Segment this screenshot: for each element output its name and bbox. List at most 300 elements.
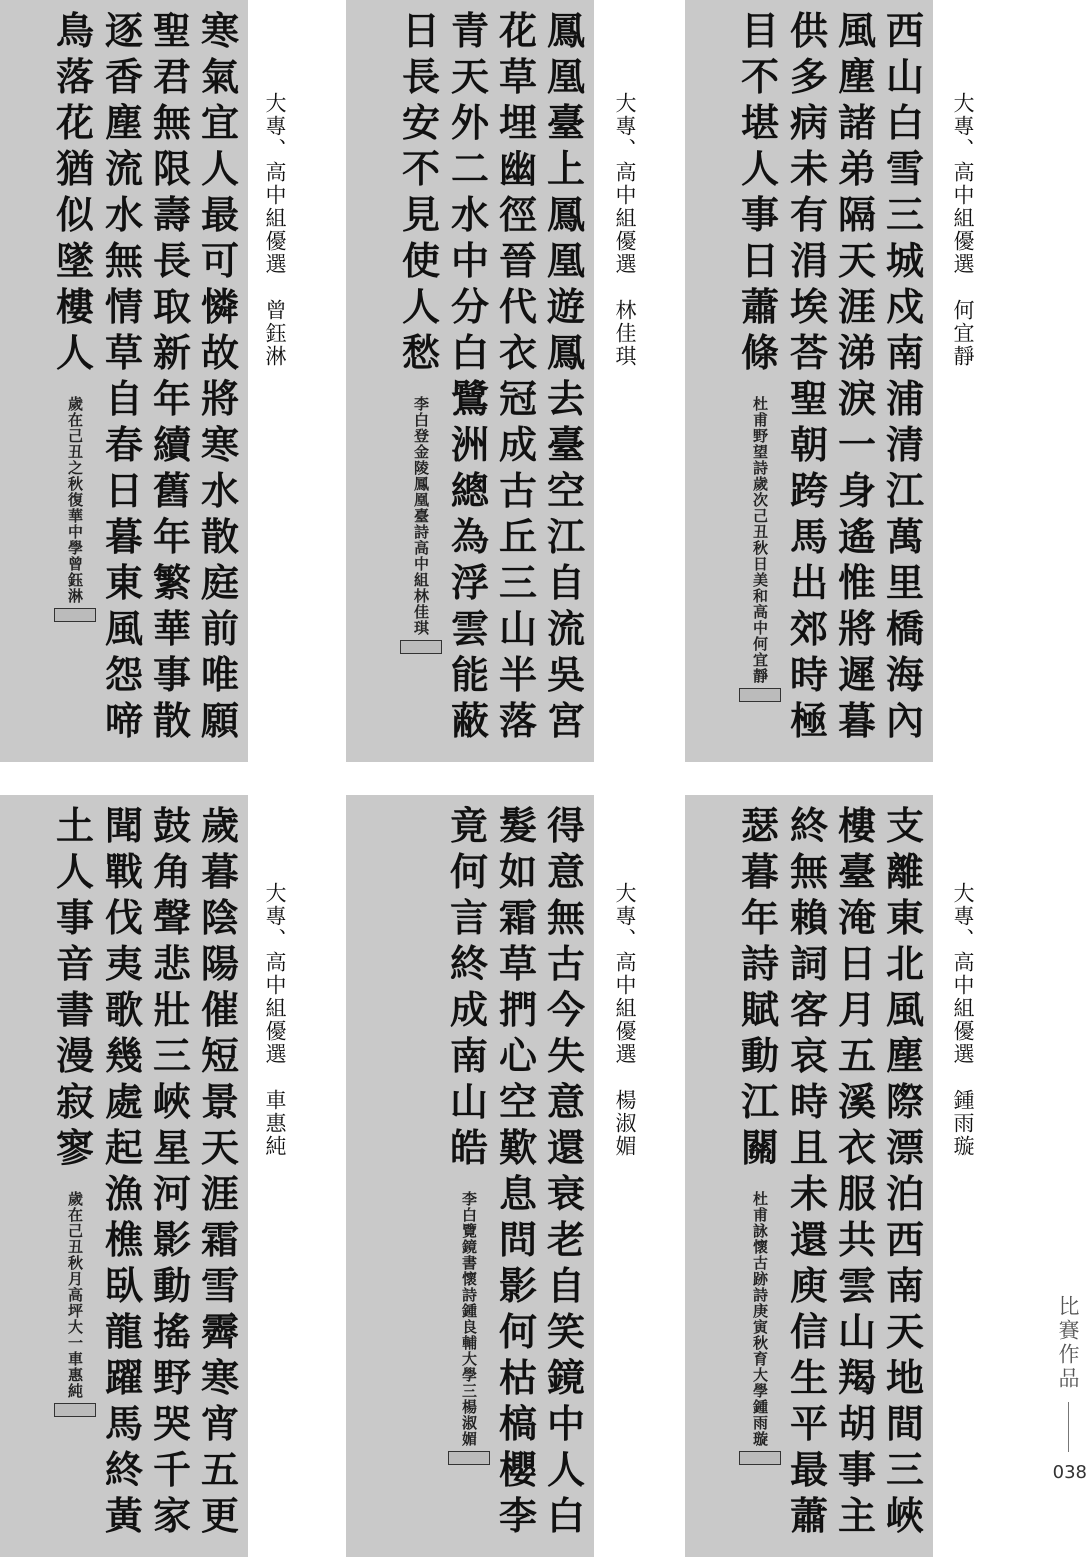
calligraphy-character: 將: [200, 376, 239, 421]
calligraphy-character: 馬: [104, 1401, 143, 1446]
calligraphy-character: 歌: [104, 987, 143, 1032]
calligraphy-character: 哀: [789, 1033, 828, 1078]
calligraphy-character: 遊: [546, 284, 585, 329]
calligraphy-character: 幽: [498, 146, 537, 191]
calligraphy-character: 人: [740, 146, 779, 191]
calligraphy-character: 黃: [104, 1493, 143, 1538]
calligraphy-character: 得: [546, 803, 585, 848]
seal-stamp-icon: [54, 1403, 96, 1417]
calligraphy-character: 離: [885, 849, 924, 894]
calligraphy-character: 內: [885, 698, 924, 743]
calligraphy-character: 丘: [498, 514, 537, 559]
calligraphy-character: 影: [498, 1263, 537, 1308]
calligraphy-character: 埃: [789, 284, 828, 329]
calligraphy-character: 動: [740, 1033, 779, 1078]
calligraphy-character: 年: [740, 895, 779, 940]
calligraphy-character: 安: [401, 100, 440, 145]
calligraphy-character: 不: [401, 146, 440, 191]
calligraphy-character: 城: [885, 238, 924, 283]
calligraphy-character: 暮: [837, 698, 876, 743]
calligraphy-character: 極: [789, 698, 828, 743]
calligraphy-character: 寒: [200, 1355, 239, 1400]
calligraphy-character: 南: [885, 1263, 924, 1308]
calligraphy-character: 詩: [740, 941, 779, 986]
calligraphy-character: 無: [152, 100, 191, 145]
calligraphy-character: 總: [450, 468, 489, 513]
calligraphy-character: 事: [152, 652, 191, 697]
calligraphy-character: 涯: [837, 284, 876, 329]
calligraphy-character: 荅: [789, 330, 828, 375]
section-label: 比賽作品: [1056, 1295, 1080, 1391]
calligraphy-character: 且: [789, 1125, 828, 1170]
page-number: 038: [1052, 1462, 1087, 1483]
calligraphy-column: [400, 8, 442, 754]
calligraphy-character: 影: [152, 1217, 191, 1262]
calligraphy-character: 霜: [498, 895, 537, 940]
calligraphy-character: 鳳: [546, 192, 585, 237]
calligraphy-character: 言: [449, 895, 488, 940]
calligraphy-character: 不: [740, 54, 779, 99]
calligraphy-character: 最: [789, 1447, 828, 1492]
calligraphy-character: 催: [200, 987, 239, 1032]
calligraphy-character: 溪: [837, 1079, 876, 1124]
calligraphy-character: 淚: [837, 376, 876, 421]
inscription: 李白覽鏡書懷詩鍾良輔大學三楊淑媚: [460, 1191, 478, 1447]
calligraphy-character: 漁: [104, 1171, 143, 1216]
calligraphy-character: 長: [152, 238, 191, 283]
calligraphy-character: 失: [546, 1033, 585, 1078]
calligraphy-character: 落: [55, 54, 94, 99]
calligraphy-character: 漂: [885, 1125, 924, 1170]
calligraphy-column: [789, 8, 829, 754]
calligraphy-character: 馬: [789, 514, 828, 559]
calligraphy-character: 草: [104, 330, 143, 375]
calligraphy-character: 草: [498, 941, 537, 986]
calligraphy-character: 新: [152, 330, 191, 375]
calligraphy-character: 人: [55, 849, 94, 894]
calligraphy-character: 諸: [837, 100, 876, 145]
calligraphy-character: 庭: [200, 560, 239, 605]
calligraphy-columns: [54, 8, 240, 754]
calligraphy-character: 蕭: [740, 284, 779, 329]
calligraphy-character: 雪: [885, 146, 924, 191]
calligraphy-character: 憐: [200, 284, 239, 329]
calligraphy-character: 詞: [789, 941, 828, 986]
calligraphy-character: 今: [546, 987, 585, 1032]
calligraphy-character: 日: [740, 238, 779, 283]
calligraphy-character: 際: [885, 1079, 924, 1124]
calligraphy-character: 老: [546, 1217, 585, 1262]
calligraphy-character: 更: [200, 1493, 239, 1538]
caption-4: 大專、高中組優選 鍾雨璇: [951, 882, 975, 1158]
calligraphy-character: 出: [789, 560, 828, 605]
calligraphy-character: 能: [450, 652, 489, 697]
calligraphy-character: 跨: [789, 468, 828, 513]
calligraphy-character: 庾: [789, 1263, 828, 1308]
calligraphy-character: 髮: [498, 803, 537, 848]
calligraphy-character: 樓: [55, 284, 94, 329]
calligraphy-character: 舊: [152, 468, 191, 513]
calligraphy-character: 風: [837, 8, 876, 53]
calligraphy-character: 地: [885, 1355, 924, 1400]
calligraphy-character: 供: [789, 8, 828, 53]
calligraphy-character: 花: [55, 100, 94, 145]
calligraphy-character: 萬: [885, 514, 924, 559]
calligraphy-character: 前: [200, 606, 239, 651]
calligraphy-character: 南: [449, 1033, 488, 1078]
calligraphy-character: 山: [885, 54, 924, 99]
calligraphy-character: 關: [740, 1125, 779, 1170]
calligraphy-columns: [739, 8, 925, 754]
calligraphy-character: 未: [789, 146, 828, 191]
calligraphy-character: 鳳: [546, 8, 585, 53]
calligraphy-character: 古: [498, 468, 537, 513]
artwork-panel-4: [685, 795, 933, 1557]
caption-3: 大專、高中組優選 曾鈺淋: [263, 92, 287, 368]
calligraphy-character: 情: [104, 284, 143, 329]
calligraphy-character: 分: [450, 284, 489, 329]
calligraphy-character: 服: [837, 1171, 876, 1216]
calligraphy-character: 皓: [449, 1125, 488, 1170]
calligraphy-character: 流: [104, 146, 143, 191]
calligraphy-character: 幾: [104, 1033, 143, 1078]
calligraphy-character: 陽: [200, 941, 239, 986]
calligraphy-character: 星: [152, 1125, 191, 1170]
calligraphy-character: 五: [200, 1447, 239, 1492]
calligraphy-column: [739, 803, 781, 1549]
calligraphy-character: 終: [789, 803, 828, 848]
calligraphy-character: 可: [200, 238, 239, 283]
calligraphy-character: 白: [885, 100, 924, 145]
calligraphy-character: 天: [450, 54, 489, 99]
calligraphy-character: 事: [837, 1447, 876, 1492]
calligraphy-character: 夷: [104, 941, 143, 986]
calligraphy-character: 水: [450, 192, 489, 237]
calligraphy-character: 音: [55, 941, 94, 986]
calligraphy-character: 蔽: [450, 698, 489, 743]
calligraphy-character: 寒: [200, 422, 239, 467]
calligraphy-character: 間: [885, 1401, 924, 1446]
calligraphy-columns: [400, 8, 586, 754]
calligraphy-character: 霽: [200, 1309, 239, 1354]
artwork-panel-5: [346, 795, 594, 1557]
calligraphy-character: 涓: [789, 238, 828, 283]
calligraphy-character: 續: [152, 422, 191, 467]
calligraphy-character: 李: [498, 1493, 537, 1538]
calligraphy-character: 悲: [152, 941, 191, 986]
caption-5: 大專、高中組優選 楊淑媚: [613, 882, 637, 1158]
calligraphy-character: 峽: [152, 1079, 191, 1124]
calligraphy-character: 衣: [498, 330, 537, 375]
calligraphy-character: 自: [104, 376, 143, 421]
calligraphy-character: 落: [498, 698, 537, 743]
calligraphy-character: 去: [546, 376, 585, 421]
calligraphy-character: 日: [837, 941, 876, 986]
calligraphy-character: 三: [152, 1033, 191, 1078]
calligraphy-character: 草: [498, 54, 537, 99]
calligraphy-column: [498, 803, 538, 1549]
calligraphy-character: 處: [104, 1079, 143, 1124]
calligraphy-character: 浦: [885, 376, 924, 421]
calligraphy-character: 躍: [104, 1355, 143, 1400]
calligraphy-character: 西: [885, 8, 924, 53]
calligraphy-character: 竟: [449, 803, 488, 848]
calligraphy-character: 唯: [200, 652, 239, 697]
calligraphy-character: 花: [498, 8, 537, 53]
seal-stamp-icon: [54, 608, 96, 622]
calligraphy-character: 怨: [104, 652, 143, 697]
calligraphy-character: 願: [200, 698, 239, 743]
calligraphy-character: 事: [55, 895, 94, 940]
calligraphy-character: 取: [152, 284, 191, 329]
calligraphy-character: 日: [104, 468, 143, 513]
calligraphy-character: 時: [789, 1079, 828, 1124]
calligraphy-character: 戰: [104, 849, 143, 894]
calligraphy-character: 暮: [104, 514, 143, 559]
calligraphy-character: 人: [55, 330, 94, 375]
calligraphy-character: 土: [55, 803, 94, 848]
calligraphy-character: 平: [789, 1401, 828, 1446]
calligraphy-character: 龍: [104, 1309, 143, 1354]
calligraphy-character: 樓: [837, 803, 876, 848]
calligraphy-character: 山: [449, 1079, 488, 1124]
calligraphy-character: 使: [401, 238, 440, 283]
calligraphy-character: 羯: [837, 1355, 876, 1400]
calligraphy-character: 自: [546, 560, 585, 605]
calligraphy-character: 還: [546, 1125, 585, 1170]
calligraphy-character: 天: [200, 1125, 239, 1170]
calligraphy-character: 橋: [885, 606, 924, 651]
calligraphy-column: [450, 8, 490, 754]
calligraphy-character: 暮: [740, 849, 779, 894]
caption-2: 大專、高中組優選 林佳琪: [613, 92, 637, 368]
calligraphy-column: [885, 803, 925, 1549]
calligraphy-character: 宵: [200, 1401, 239, 1446]
calligraphy-character: 生: [789, 1355, 828, 1400]
calligraphy-character: 信: [789, 1309, 828, 1354]
calligraphy-character: 中: [450, 238, 489, 283]
calligraphy-character: 事: [740, 192, 779, 237]
calligraphy-character: 動: [152, 1263, 191, 1308]
calligraphy-character: 臥: [104, 1263, 143, 1308]
calligraphy-character: 聲: [152, 895, 191, 940]
calligraphy-character: 哭: [152, 1401, 191, 1446]
calligraphy-character: 一: [837, 422, 876, 467]
calligraphy-character: 水: [200, 468, 239, 513]
calligraphy-character: 華: [152, 606, 191, 651]
calligraphy-character: 年: [152, 514, 191, 559]
calligraphy-character: 愁: [401, 330, 440, 375]
calligraphy-character: 主: [837, 1493, 876, 1538]
calligraphy-character: 外: [450, 100, 489, 145]
calligraphy-character: 三: [885, 192, 924, 237]
calligraphy-character: 月: [837, 987, 876, 1032]
calligraphy-column: [789, 803, 829, 1549]
calligraphy-character: 雲: [450, 606, 489, 651]
calligraphy-character: 遙: [837, 514, 876, 559]
calligraphy-character: 三: [498, 560, 537, 605]
calligraphy-character: 無: [789, 849, 828, 894]
calligraphy-column: [546, 8, 586, 754]
calligraphy-character: 東: [885, 895, 924, 940]
calligraphy-character: 塵: [885, 1033, 924, 1078]
calligraphy-character: 郊: [789, 606, 828, 651]
calligraphy-character: 風: [885, 987, 924, 1032]
calligraphy-column: [200, 8, 240, 754]
calligraphy-character: 氣: [200, 54, 239, 99]
calligraphy-character: 多: [789, 54, 828, 99]
calligraphy-column: [104, 803, 144, 1549]
calligraphy-character: 日: [401, 8, 440, 53]
calligraphy-character: 心: [498, 1033, 537, 1078]
seal-stamp-icon: [400, 640, 442, 654]
calligraphy-character: 鷺: [450, 376, 489, 421]
calligraphy-character: 蕭: [789, 1493, 828, 1538]
calligraphy-character: 何: [498, 1309, 537, 1354]
calligraphy-character: 香: [104, 54, 143, 99]
calligraphy-character: 河: [152, 1171, 191, 1216]
calligraphy-character: 五: [837, 1033, 876, 1078]
calligraphy-character: 人: [200, 146, 239, 191]
calligraphy-character: 逐: [104, 8, 143, 53]
calligraphy-character: 中: [546, 1401, 585, 1446]
calligraphy-character: 埋: [498, 100, 537, 145]
calligraphy-character: 峽: [885, 1493, 924, 1538]
calligraphy-character: 人: [546, 1447, 585, 1492]
calligraphy-character: 聖: [152, 8, 191, 53]
calligraphy-character: 客: [789, 987, 828, 1032]
calligraphy-character: 將: [837, 606, 876, 651]
calligraphy-character: 風: [104, 606, 143, 651]
calligraphy-column: [152, 8, 192, 754]
calligraphy-character: 二: [450, 146, 489, 191]
calligraphy-character: 身: [837, 468, 876, 513]
calligraphy-character: 還: [789, 1217, 828, 1262]
calligraphy-character: 寥: [55, 1125, 94, 1170]
calligraphy-character: 年: [152, 376, 191, 421]
calligraphy-character: 歲: [200, 803, 239, 848]
calligraphy-character: 西: [885, 1217, 924, 1262]
calligraphy-character: 北: [885, 941, 924, 986]
calligraphy-character: 山: [837, 1309, 876, 1354]
calligraphy-character: 問: [498, 1217, 537, 1262]
calligraphy-character: 樵: [104, 1217, 143, 1262]
calligraphy-character: 泊: [885, 1171, 924, 1216]
seal-stamp-icon: [448, 1451, 490, 1465]
calligraphy-column: [448, 803, 490, 1549]
calligraphy-character: 壽: [152, 192, 191, 237]
calligraphy-character: 捫: [498, 987, 537, 1032]
calligraphy-character: 鳳: [546, 330, 585, 375]
calligraphy-columns: [739, 803, 925, 1549]
calligraphy-character: 朝: [789, 422, 828, 467]
calligraphy-character: 戍: [885, 284, 924, 329]
calligraphy-character: 意: [546, 849, 585, 894]
calligraphy-character: 為: [450, 514, 489, 559]
caption-1: 大專、高中組優選 何宜靜: [951, 92, 975, 368]
calligraphy-character: 惟: [837, 560, 876, 605]
calligraphy-character: 景: [200, 1079, 239, 1124]
footer-divider: [1068, 1402, 1069, 1452]
seal-stamp-icon: [739, 1451, 781, 1465]
inscription: 歲在己丑之秋復華中學曾鈺淋: [66, 396, 84, 604]
calligraphy-character: 清: [885, 422, 924, 467]
calligraphy-character: 胡: [837, 1401, 876, 1446]
calligraphy-column: [885, 8, 925, 754]
calligraphy-character: 浮: [450, 560, 489, 605]
calligraphy-column: [152, 803, 192, 1549]
calligraphy-character: 息: [498, 1171, 537, 1216]
artwork-panel-3: [0, 0, 248, 762]
calligraphy-character: 何: [449, 849, 488, 894]
calligraphy-character: 有: [789, 192, 828, 237]
calligraphy-character: 猶: [55, 146, 94, 191]
calligraphy-character: 槁: [498, 1401, 537, 1446]
calligraphy-character: 古: [546, 941, 585, 986]
calligraphy-character: 水: [104, 192, 143, 237]
artwork-panel-2: [346, 0, 594, 762]
calligraphy-column: [200, 803, 240, 1549]
calligraphy-character: 伐: [104, 895, 143, 940]
calligraphy-character: 起: [104, 1125, 143, 1170]
calligraphy-character: 陰: [200, 895, 239, 940]
calligraphy-character: 千: [152, 1447, 191, 1492]
calligraphy-character: 晉: [498, 238, 537, 283]
calligraphy-character: 青: [450, 8, 489, 53]
calligraphy-character: 寒: [200, 8, 239, 53]
calligraphy-character: 天: [885, 1309, 924, 1354]
inscription: 李白登金陵鳳凰臺詩高中組林佳琪: [412, 396, 430, 636]
calligraphy-character: 天: [837, 238, 876, 283]
calligraphy-character: 野: [152, 1355, 191, 1400]
calligraphy-character: 里: [885, 560, 924, 605]
calligraphy-character: 臺: [837, 849, 876, 894]
calligraphy-character: 遲: [837, 652, 876, 697]
calligraphy-character: 吳: [546, 652, 585, 697]
calligraphy-character: 弟: [837, 146, 876, 191]
calligraphy-character: 墜: [55, 238, 94, 283]
calligraphy-character: 江: [546, 514, 585, 559]
calligraphy-character: 賦: [740, 987, 779, 1032]
calligraphy-character: 寂: [55, 1079, 94, 1124]
calligraphy-character: 搖: [152, 1309, 191, 1354]
artwork-panel-1: [685, 0, 933, 762]
calligraphy-character: 洲: [450, 422, 489, 467]
calligraphy-character: 涯: [200, 1171, 239, 1216]
calligraphy-character: 鏡: [546, 1355, 585, 1400]
calligraphy-character: 涕: [837, 330, 876, 375]
calligraphy-columns: [448, 803, 586, 1549]
calligraphy-character: 凰: [546, 54, 585, 99]
calligraphy-character: 江: [740, 1079, 779, 1124]
calligraphy-column: [546, 803, 586, 1549]
calligraphy-character: 宜: [200, 100, 239, 145]
calligraphy-character: 冠: [498, 376, 537, 421]
calligraphy-character: 漫: [55, 1033, 94, 1078]
calligraphy-columns: [54, 803, 240, 1549]
calligraphy-character: 啼: [104, 698, 143, 743]
calligraphy-character: 無: [546, 895, 585, 940]
calligraphy-character: 自: [546, 1263, 585, 1308]
calligraphy-character: 衰: [546, 1171, 585, 1216]
calligraphy-character: 上: [546, 146, 585, 191]
calligraphy-column: [54, 8, 96, 754]
inscription: 歲在己丑秋月高坪大一車惠純: [66, 1191, 84, 1399]
calligraphy-column: [104, 8, 144, 754]
calligraphy-column: [837, 803, 877, 1549]
calligraphy-character: 笑: [546, 1309, 585, 1354]
calligraphy-character: 代: [498, 284, 537, 329]
